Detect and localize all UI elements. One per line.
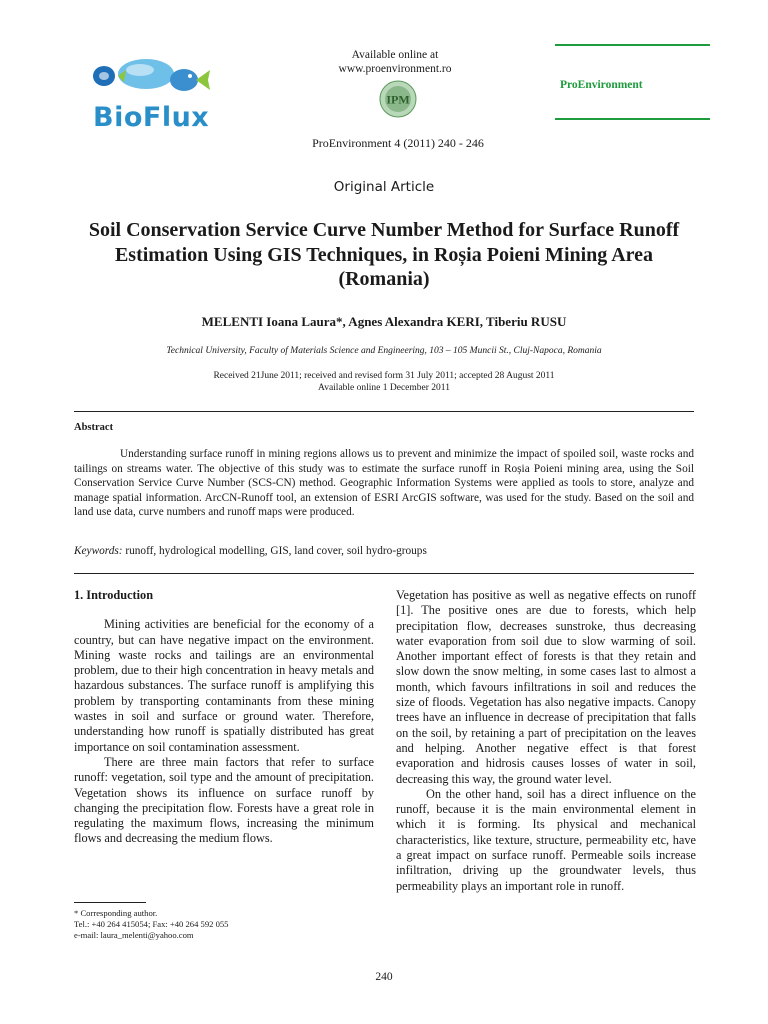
availability-note — [300, 48, 490, 76]
bioflux-logo — [88, 52, 228, 137]
journal-rule-bottom — [555, 118, 710, 120]
article-type: Original Article — [333, 179, 435, 195]
available-online-label: Available online at — [351, 49, 439, 61]
section-heading-introduction: 1. Introduction — [74, 588, 154, 602]
abstract-rule-top — [74, 411, 694, 412]
intro-paragraph-2: There are three main factors that refer to surface runoff: vegetation, soil type and the amount of precipitation. Vegetation shows its influence on surface runoff by changing the precipitation flow. Forests have a great role in regulating the maximum flows, increasing the minimum flows and decreasing the medium flows. — [74, 754, 374, 846]
paper-title: Soil Conservation Service Curve Number Method for Surface Runoff Estimation Using GIS Techniques, in Roșia Poieni Mining Area (Romania) — [88, 219, 680, 290]
intro-paragraph-3: Vegetation has positive as well as negative effects on runoff [1]. The positive ones are due to forests, which help precipitation flow, decreases sunstroke, thus decreasing water evaporation from soil due to slow warming of soil. Another important effect of forests is that they retain and slow down the snow melting, in some cases last to almost a month, which favours infiltrations in soil and reduces the size of floods. Vegetation has also negative impacts. Canopy trees have an influence in decrease of precipitation that falls on the soil, by retaining a part of precipitation on the leaves and helping. Another negative effect is that forest evaporation and hidrosis causes losses of water in soil, decreasing this way, the ground water level. — [396, 588, 696, 786]
footnote-email[interactable]: e-mail: laura_melenti@yahoo.com — [74, 930, 194, 940]
journal-website[interactable]: www.proenvironment.ro — [338, 63, 452, 75]
page-number: 240 — [375, 971, 393, 983]
abstract-body: Understanding surface runoff in mining regions allows us to prevent and minimize the impact of spoiled soil, waste rocks and tailings on streams water. The objective of this study was to estimate the surface runoff in Roșia Poieni mining area, using the Soil Conservation Service Curve Number (SCS-CN) method. Geographic Information Systems were applied as tools to store, analyze and manage spatial information. ArcCN-Runoff tool, an extension of ESRI ArcGIS software, was used for the study. Based on the soil and land use data, curve numbers and runoff maps were produced. — [74, 448, 694, 518]
available-date: Available online 1 December 2011 — [318, 382, 450, 393]
intro-paragraph-4: On the other hand, soil has a direct influence on the runoff, because it is the main environmental element in which it is forming. Its physical and mechanical characteristics, like texture, structure, permeability etc, have a great impact on surface runoff. Permeable soils increase infiltration, driving up the groundwater levels, thus permeability plays an important role in runoff. — [396, 786, 696, 893]
footnote — [74, 908, 228, 941]
intro-paragraph-1: Mining activities are beneficial for the economy of a country, but can have negative impact on the environment. Mining waste rocks and tailings are an environmental problem, due to their high concentration in heavy metals and hazardous substances. The surface runoff is amplifying this problem by transporting contaminants from these mining wastes in soil and surface or ground water. Therefore, understanding how runoff is spatially distributed has great importance on soil contamination assessment. — [74, 617, 374, 754]
ipm-seal-icon — [379, 80, 417, 118]
keywords-list: runoff, hydrological modelling, GIS, land cover, soil hydro-groups — [122, 545, 427, 557]
abstract-rule-bottom — [74, 573, 694, 574]
left-column — [74, 588, 374, 847]
keywords — [74, 545, 694, 557]
footnote-rule — [74, 902, 146, 903]
journal-name: ProEnvironment — [560, 79, 643, 91]
footnote-corresponding: * Corresponding author. — [74, 908, 158, 918]
keywords-label: Keywords: — [74, 545, 123, 557]
journal-rule-top — [555, 44, 710, 46]
affiliation: Technical University, Faculty of Materials Science and Engineering, 103 – 105 Muncii St., Cluj-Napoca, Romania — [166, 346, 602, 356]
footnote-phone: Tel.: +40 264 415054; Fax: +40 264 592 055 — [74, 919, 229, 929]
right-column — [396, 588, 696, 894]
abstract-heading: Abstract — [74, 422, 114, 433]
logo-text: BioFlux — [93, 102, 210, 133]
received-dates: Received 21June 2011; received and revised form 31 July 2011; accepted 28 August 2011 — [213, 371, 555, 381]
fish-logo-icon — [88, 52, 228, 104]
author-list: MELENTI Ioana Laura*, Agnes Alexandra KERI, Tiberiu RUSU — [201, 314, 567, 329]
ipm-seal-text: IPM — [386, 92, 410, 107]
journal-reference: ProEnvironment 4 (2011) 240 - 246 — [312, 136, 484, 150]
publication-dates — [0, 371, 768, 394]
